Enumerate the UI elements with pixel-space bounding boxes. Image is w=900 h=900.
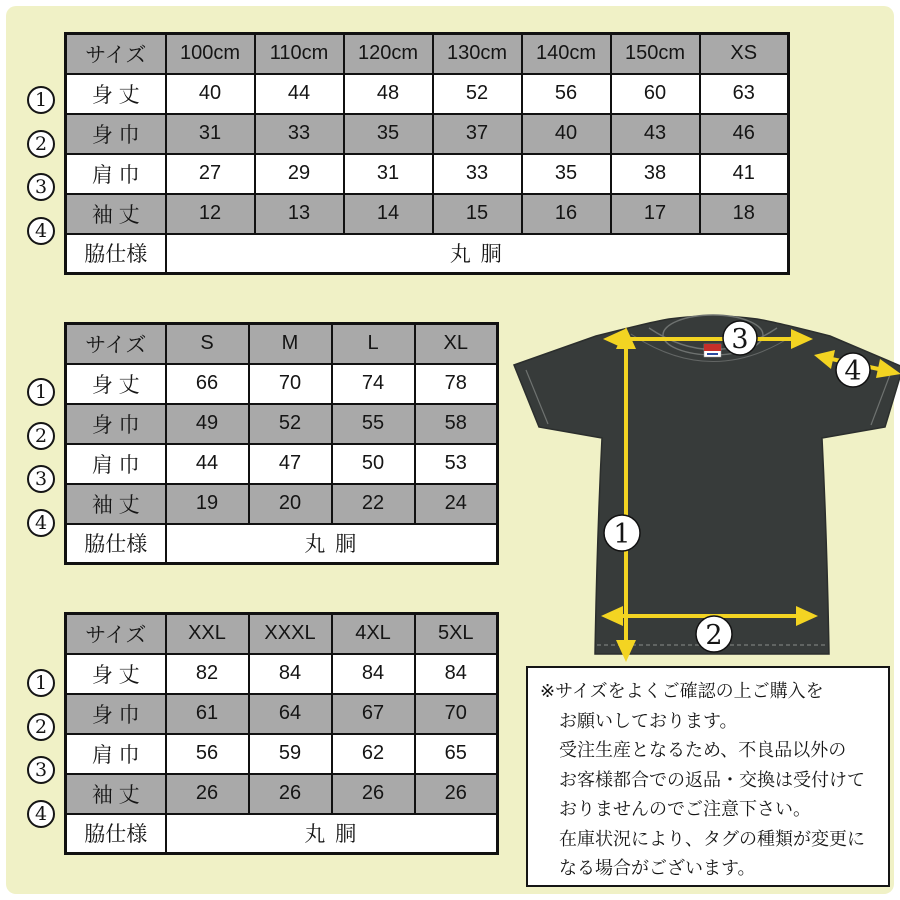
measurement-value: 35 (344, 114, 433, 154)
side-spec-value: 丸 胴 (166, 234, 789, 274)
size-header-label: サイズ (66, 324, 166, 364)
row-label: 身 巾 (66, 694, 166, 734)
measurement-value: 33 (433, 154, 522, 194)
measurement-value: 52 (433, 74, 522, 114)
tshirt-measurement-diagram (511, 309, 900, 665)
measurement-value: 62 (332, 734, 415, 774)
measurement-value: 40 (522, 114, 611, 154)
measurement-row (66, 484, 498, 524)
measurement-value: 27 (166, 154, 255, 194)
measurement-value: 35 (522, 154, 611, 194)
measurement-value: 74 (332, 364, 415, 404)
size-column-header: 150cm (611, 34, 700, 74)
measurement-value: 17 (611, 194, 700, 234)
row-label: 脇仕様 (66, 524, 166, 564)
side-spec-row (66, 234, 789, 274)
size-column-header: S (166, 324, 249, 364)
row-label: 脇仕様 (66, 814, 166, 854)
row-marker-body-width (27, 422, 55, 450)
row-marker-label: 2 (34, 424, 48, 447)
measurement-value: 84 (249, 654, 332, 694)
measurement-value: 13 (255, 194, 344, 234)
size-column-header: L (332, 324, 415, 364)
measurement-row (66, 154, 789, 194)
row-marker-sleeve-length (27, 509, 55, 537)
row-marker-shoulder-width (27, 465, 55, 493)
row-marker-body-length (27, 86, 55, 114)
measurement-value: 53 (415, 444, 498, 484)
measurement-value: 26 (415, 774, 498, 814)
measurement-value: 41 (700, 154, 789, 194)
row-label: 肩 巾 (66, 444, 166, 484)
measurement-value: 66 (166, 364, 249, 404)
notice-line: 受注生産となるため、不良品以外の (559, 740, 847, 760)
measurement-value: 48 (344, 74, 433, 114)
size-column-header: XXXL (249, 614, 332, 654)
measurement-value: 59 (249, 734, 332, 774)
header-row (66, 614, 498, 654)
row-label: 身 丈 (66, 364, 166, 404)
svg-text:3: 3 (731, 324, 749, 355)
kids-size-table (64, 32, 790, 275)
notice-line: お願いしております。 (559, 710, 738, 731)
row-marker-sleeve-length (27, 800, 55, 828)
measurement-value: 47 (249, 444, 332, 484)
header-row (66, 34, 789, 74)
purchase-notice-box (526, 666, 890, 887)
row-marker-label: 3 (34, 175, 48, 198)
adult-size-table (64, 322, 499, 565)
measurement-row (66, 694, 498, 734)
row-marker-sleeve-length (27, 217, 55, 245)
measurement-row (66, 734, 498, 774)
size-column-header: 4XL (332, 614, 415, 654)
measurement-value: 31 (166, 114, 255, 154)
measurement-row (66, 114, 789, 154)
arrow-label-1 (604, 515, 640, 551)
measurement-value: 44 (255, 74, 344, 114)
svg-text:1: 1 (613, 519, 631, 550)
row-marker-label: 1 (34, 380, 48, 403)
row-label: 脇仕様 (66, 234, 166, 274)
measurement-value: 38 (611, 154, 700, 194)
measurement-value: 84 (415, 654, 498, 694)
row-marker-label: 4 (34, 219, 48, 242)
row-label: 肩 巾 (66, 734, 166, 774)
arrow-label-3 (723, 321, 757, 355)
size-column-header: 120cm (344, 34, 433, 74)
svg-text:4: 4 (844, 356, 862, 387)
size-column-header: XL (415, 324, 498, 364)
measurement-value: 20 (249, 484, 332, 524)
measurement-row (66, 444, 498, 484)
measurement-value: 61 (166, 694, 249, 734)
measurement-value: 67 (332, 694, 415, 734)
measurement-row (66, 404, 498, 444)
measurement-value: 60 (611, 74, 700, 114)
measurement-row (66, 654, 498, 694)
measurement-value: 43 (611, 114, 700, 154)
plus-size-table (64, 612, 499, 855)
measurement-value: 15 (433, 194, 522, 234)
measurement-value: 37 (433, 114, 522, 154)
measurement-value: 84 (332, 654, 415, 694)
row-marker-body-width (27, 130, 55, 158)
measurement-value: 12 (166, 194, 255, 234)
arrow-label-4 (836, 353, 870, 387)
measurement-value: 26 (249, 774, 332, 814)
row-marker-label: 3 (34, 467, 48, 490)
measurement-value: 40 (166, 74, 255, 114)
row-label: 身 丈 (66, 654, 166, 694)
row-label: 袖 丈 (66, 774, 166, 814)
measurement-value: 78 (415, 364, 498, 404)
arrow-label-2 (696, 616, 732, 652)
measurement-value: 56 (522, 74, 611, 114)
row-marker-shoulder-width (27, 173, 55, 201)
measurement-value: 70 (249, 364, 332, 404)
row-marker-label: 3 (34, 758, 48, 781)
size-column-header: M (249, 324, 332, 364)
size-chart-canvas (6, 6, 894, 894)
row-label: 袖 丈 (66, 194, 166, 234)
side-spec-row (66, 814, 498, 854)
size-header-label: サイズ (66, 34, 166, 74)
size-column-header: XS (700, 34, 789, 74)
measurement-value: 18 (700, 194, 789, 234)
measurement-value: 14 (344, 194, 433, 234)
size-column-header: XXL (166, 614, 249, 654)
measurement-value: 29 (255, 154, 344, 194)
size-column-header: 5XL (415, 614, 498, 654)
row-marker-label: 2 (34, 132, 48, 155)
row-label: 身 巾 (66, 404, 166, 444)
header-row (66, 324, 498, 364)
notice-line: お客様都合での返品・交換は受付けて (559, 769, 865, 790)
measurement-value: 46 (700, 114, 789, 154)
side-spec-value: 丸 胴 (166, 524, 498, 564)
notice-line: なる場合がございます。 (559, 858, 756, 878)
row-marker-label: 4 (34, 802, 48, 825)
row-marker-body-length (27, 378, 55, 406)
measurement-value: 26 (166, 774, 249, 814)
measurement-value: 24 (415, 484, 498, 524)
measurement-row (66, 74, 789, 114)
size-header-label: サイズ (66, 614, 166, 654)
measurement-row (66, 194, 789, 234)
row-label: 肩 巾 (66, 154, 166, 194)
measurement-value: 63 (700, 74, 789, 114)
measurement-value: 64 (249, 694, 332, 734)
side-spec-value: 丸 胴 (166, 814, 498, 854)
measurement-value: 55 (332, 404, 415, 444)
row-label: 袖 丈 (66, 484, 166, 524)
row-marker-label: 4 (34, 511, 48, 534)
measurement-value: 82 (166, 654, 249, 694)
row-marker-body-length (27, 669, 55, 697)
row-label: 身 丈 (66, 74, 166, 114)
size-column-header: 110cm (255, 34, 344, 74)
notice-line: 在庫状況により、タグの種類が変更に (559, 828, 865, 849)
measurement-row (66, 774, 498, 814)
measurement-value: 65 (415, 734, 498, 774)
measurement-value: 19 (166, 484, 249, 524)
size-column-header: 100cm (166, 34, 255, 74)
row-marker-body-width (27, 713, 55, 741)
row-marker-shoulder-width (27, 756, 55, 784)
row-marker-label: 1 (34, 671, 48, 694)
size-column-header: 130cm (433, 34, 522, 74)
neck-tag (704, 344, 721, 357)
measurement-value: 16 (522, 194, 611, 234)
svg-text:2: 2 (705, 620, 723, 651)
notice-line: おりませんのでご注意下さい。 (559, 799, 811, 819)
measurement-value: 58 (415, 404, 498, 444)
measurement-value: 56 (166, 734, 249, 774)
row-label: 身 巾 (66, 114, 166, 154)
measurement-value: 50 (332, 444, 415, 484)
size-column-header: 140cm (522, 34, 611, 74)
measurement-value: 33 (255, 114, 344, 154)
measurement-value: 52 (249, 404, 332, 444)
measurement-value: 31 (344, 154, 433, 194)
notice-line: ※サイズをよくご確認の上ご購入を (540, 681, 824, 701)
measurement-value: 49 (166, 404, 249, 444)
side-spec-row (66, 524, 498, 564)
measurement-value: 22 (332, 484, 415, 524)
measurement-value: 44 (166, 444, 249, 484)
measurement-row (66, 364, 498, 404)
measurement-value: 70 (415, 694, 498, 734)
row-marker-label: 1 (34, 88, 48, 111)
row-marker-label: 2 (34, 715, 48, 738)
measurement-value: 26 (332, 774, 415, 814)
